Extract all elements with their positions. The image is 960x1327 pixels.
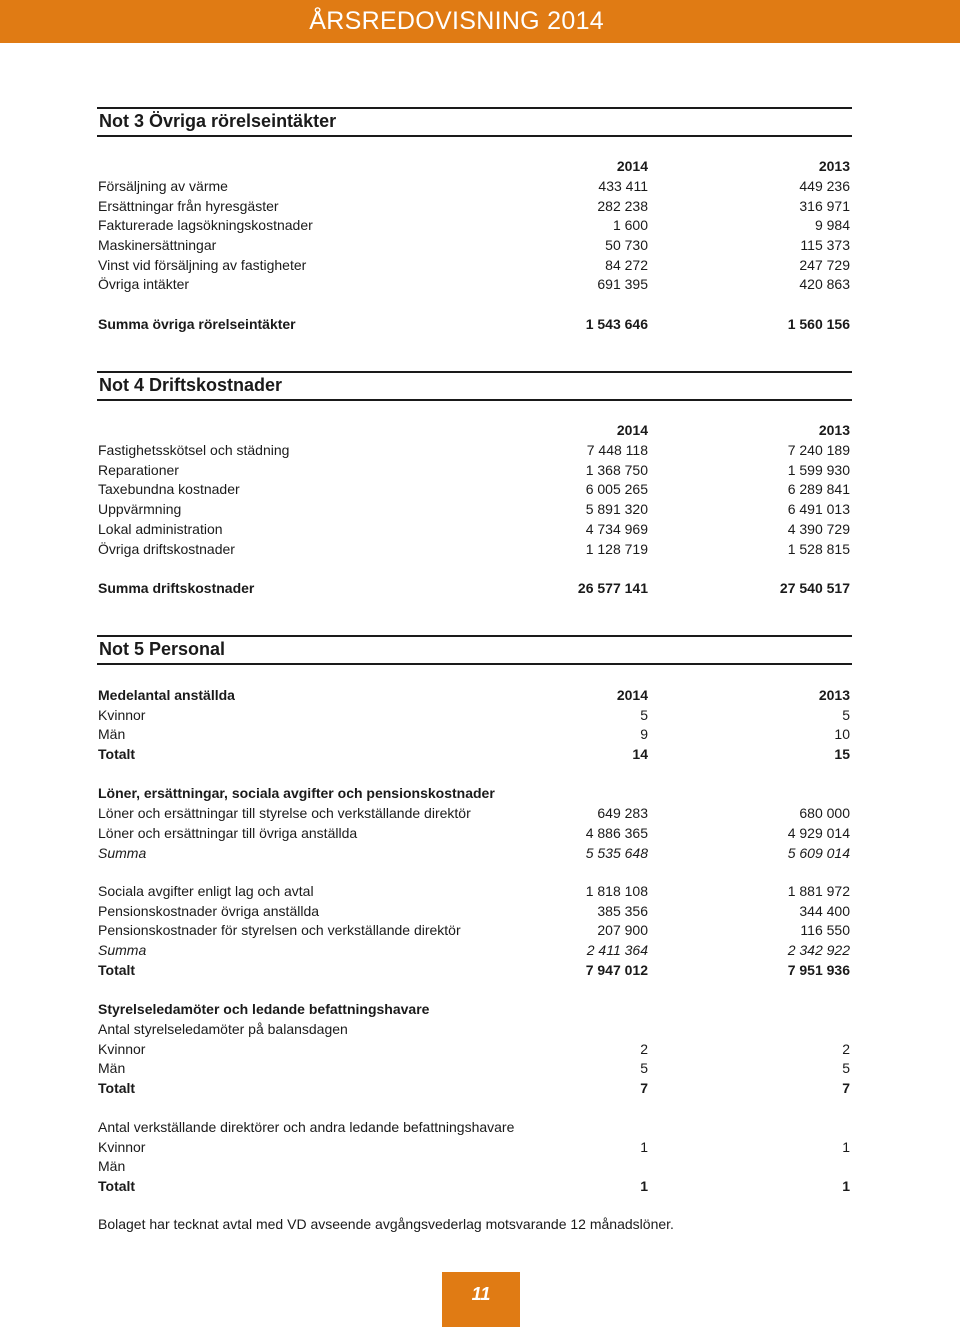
sum-value-2014: 26 577 141 (577, 580, 648, 596)
sum-label: Summa övriga rörelseintäkter (98, 316, 296, 332)
row-value-2014: 1 368 750 (585, 462, 648, 478)
row-label: Sociala avgifter enligt lag och avtal (98, 883, 314, 899)
row-value-2013: 115 373 (800, 237, 850, 253)
note3-column-headers (98, 156, 850, 176)
salaries-sum-row (98, 843, 850, 863)
row-value-2013: 420 863 (799, 276, 850, 292)
note4-column-headers (98, 420, 850, 440)
table-row (98, 440, 850, 460)
board-subheading-row (98, 1019, 850, 1039)
sum-value-2013: 1 560 156 (787, 316, 850, 332)
page-number: 11 (471, 1284, 491, 1304)
row-value-2014: 649 283 (597, 805, 648, 821)
table-row (98, 176, 850, 196)
total-value-2013: 7 951 936 (787, 962, 850, 978)
table-row (98, 705, 850, 725)
total-value-2014: 7 (640, 1080, 648, 1096)
footnote-row (98, 1214, 850, 1234)
note3-title-bar (97, 107, 852, 137)
social-total-row (98, 960, 850, 980)
total-value-2013: 15 (834, 746, 850, 762)
row-value-2013: 449 236 (799, 178, 850, 194)
executives-total-row (98, 1176, 850, 1196)
sum-label: Summa (98, 942, 147, 958)
row-value-2014: 4 886 365 (585, 825, 648, 841)
board-total-row (98, 1078, 850, 1098)
board-heading: Styrelseledamöter och ledande befattningshavare (98, 1001, 430, 1017)
note3-title: Not 3 Övriga rörelseintäkter (99, 111, 337, 131)
row-label: Män (98, 1060, 126, 1076)
row-value-2013: 2 (842, 1041, 850, 1057)
note3-col-2014: 2014 (616, 158, 648, 174)
note4-title-bar (97, 371, 852, 401)
row-value-2014: 385 356 (597, 903, 648, 919)
row-value-2013: 5 (842, 707, 850, 723)
board-heading-row (98, 999, 850, 1019)
note5-title-bar (97, 635, 852, 665)
row-value-2013: 1 599 930 (787, 462, 850, 478)
row-value-2013: 6 289 841 (787, 481, 850, 497)
row-value-2014: 2 (640, 1041, 648, 1057)
total-label: Totalt (98, 962, 136, 978)
sum-value-2014: 5 535 648 (585, 845, 648, 861)
board-subheading: Antal styrelseledamöter på balansdagen (98, 1021, 348, 1037)
sum-value-2014: 2 411 364 (586, 942, 648, 958)
row-value-2013: 10 (834, 726, 850, 742)
row-value-2013: 247 729 (799, 257, 850, 273)
row-value-2014: 4 734 969 (585, 521, 648, 537)
executives-subheading: Antal verkställande direktörer och andra ledande befattningshavare (98, 1119, 515, 1135)
row-label: Övriga driftskostnader (98, 541, 235, 557)
note5-col-2014: 2014 (616, 687, 648, 703)
table-row (98, 460, 850, 480)
row-value-2014: 282 238 (597, 198, 648, 214)
employees-heading: Medelantal anställda (98, 687, 235, 703)
row-label: Lokal administration (98, 521, 223, 537)
row-label: Kvinnor (98, 707, 146, 723)
sum-value-2013: 2 342 922 (787, 942, 850, 958)
row-label: Löner och ersättningar till styrelse och verkställande direktör (98, 805, 471, 821)
row-value-2013: 7 240 189 (787, 442, 850, 458)
table-row (98, 803, 850, 823)
row-label: Uppvärmning (98, 501, 182, 517)
sum-label: Summa driftskostnader (98, 580, 255, 596)
row-value-2013: 9 984 (814, 217, 850, 233)
table-row (98, 196, 850, 216)
row-label: Pensionskostnader övriga anställda (98, 903, 320, 919)
row-label: Vinst vid försäljning av fastigheter (98, 257, 307, 273)
row-value-2013: 4 929 014 (787, 825, 850, 841)
row-value-2014: 5 (640, 1060, 648, 1076)
row-label: Kvinnor (98, 1139, 146, 1155)
row-value-2013: 5 (842, 1060, 850, 1076)
total-label: Totalt (98, 1178, 136, 1194)
row-value-2014: 84 272 (605, 257, 648, 273)
table-row (98, 215, 850, 235)
salaries-heading-row (98, 783, 850, 803)
table-row (98, 235, 850, 255)
note5-col-2013: 2013 (818, 687, 850, 703)
header-bar (0, 0, 960, 43)
row-value-2014: 5 891 320 (585, 501, 648, 517)
note4-title: Not 4 Driftskostnader (99, 375, 283, 395)
row-value-2013: 316 971 (799, 198, 850, 214)
table-row (98, 1156, 850, 1176)
note4-col-2014: 2014 (616, 422, 648, 438)
table-row (98, 274, 850, 294)
row-value-2014: 1 (640, 1139, 648, 1155)
row-label: Pensionskostnader för styrelsen och verkställande direktör (98, 922, 461, 938)
row-value-2014: 9 (640, 726, 648, 742)
row-label: Fastighetsskötsel och städning (98, 442, 290, 458)
sum-value-2013: 5 609 014 (787, 845, 850, 861)
row-label: Fakturerade lagsökningskostnader (98, 217, 313, 233)
row-label: Reparationer (98, 462, 179, 478)
footnote-text: Bolaget har tecknat avtal med VD avseende avgångsvederlag motsvarande 12 månadslöner. (98, 1216, 674, 1232)
row-value-2014: 6 005 265 (585, 481, 648, 497)
row-value-2014: 433 411 (598, 178, 648, 194)
executives-subheading-row (98, 1117, 850, 1137)
salaries-heading: Löner, ersättningar, sociala avgifter och pensionskostnader (98, 785, 495, 801)
employees-header (98, 685, 850, 705)
row-value-2013: 1 881 972 (787, 883, 850, 899)
row-value-2013: 680 000 (799, 805, 850, 821)
row-label: Löner och ersättningar till övriga anställda (98, 825, 358, 841)
row-value-2013: 6 491 013 (787, 501, 850, 517)
row-label: Taxebundna kostnader (98, 481, 240, 497)
row-label: Ersättningar från hyresgäster (98, 198, 279, 214)
row-label: Maskinersättningar (98, 237, 217, 253)
row-label: Män (98, 1158, 126, 1174)
employees-total-row (98, 744, 850, 764)
table-row (98, 1039, 850, 1059)
table-row (98, 539, 850, 559)
row-value-2013: 1 (842, 1139, 850, 1155)
total-value-2014: 7 947 012 (585, 962, 648, 978)
row-value-2013: 116 550 (800, 922, 850, 938)
note5-title: Not 5 Personal (99, 639, 226, 659)
row-value-2014: 50 730 (605, 237, 648, 253)
total-value-2014: 1 (640, 1178, 648, 1194)
page-number-box (442, 1272, 520, 1327)
note3-sum-row (98, 314, 850, 334)
total-value-2013: 1 (842, 1178, 850, 1194)
row-value-2014: 207 900 (597, 922, 648, 938)
table-row (98, 724, 850, 744)
note4-col-2013: 2013 (818, 422, 850, 438)
row-label: Kvinnor (98, 1041, 146, 1057)
table-row (98, 255, 850, 275)
sum-value-2013: 27 540 517 (779, 580, 850, 596)
row-value-2013: 4 390 729 (787, 521, 850, 537)
note4-sum-row (98, 578, 850, 598)
total-value-2014: 14 (632, 746, 648, 762)
table-row (98, 1137, 850, 1157)
table-row (98, 519, 850, 539)
row-value-2014: 691 395 (597, 276, 648, 292)
total-value-2013: 7 (842, 1080, 850, 1096)
row-value-2014: 1 600 (612, 217, 648, 233)
table-row (98, 823, 850, 843)
row-value-2013: 1 528 815 (787, 541, 850, 557)
table-row (98, 920, 850, 940)
table-row (98, 499, 850, 519)
note3-col-2013: 2013 (818, 158, 850, 174)
table-row (98, 881, 850, 901)
table-row (98, 901, 850, 921)
sum-label: Summa (98, 845, 147, 861)
row-label: Män (98, 726, 126, 742)
table-row (98, 1058, 850, 1078)
total-label: Totalt (98, 746, 136, 762)
row-value-2014: 1 818 108 (585, 883, 648, 899)
row-label: Övriga intäkter (98, 276, 190, 292)
sum-value-2014: 1 543 646 (585, 316, 648, 332)
report-title: ÅRSREDOVISNING 2014 (309, 7, 604, 35)
row-value-2014: 5 (640, 707, 648, 723)
row-value-2014: 1 128 719 (585, 541, 648, 557)
table-row (98, 479, 850, 499)
social-sum-row (98, 940, 850, 960)
total-label: Totalt (98, 1080, 136, 1096)
row-label: Försäljning av värme (98, 178, 228, 194)
row-value-2014: 7 448 118 (586, 442, 648, 458)
row-value-2013: 344 400 (799, 903, 850, 919)
